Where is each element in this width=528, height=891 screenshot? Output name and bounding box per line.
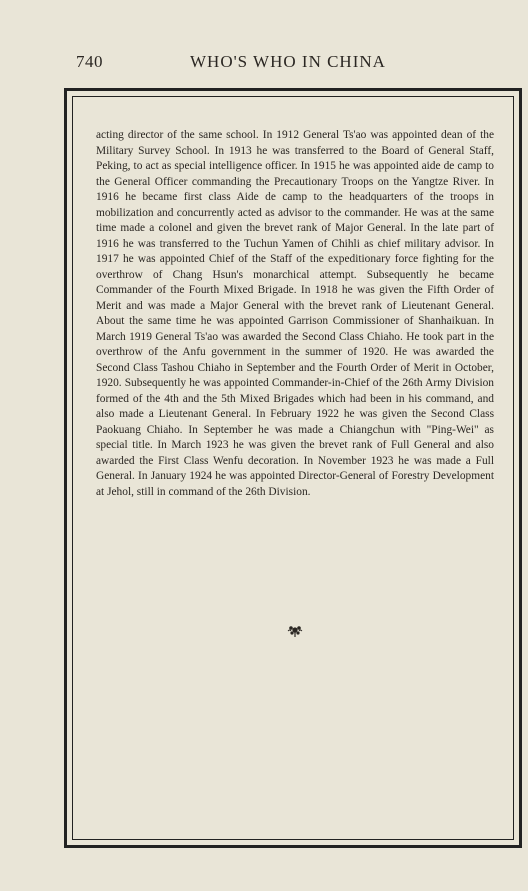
floral-ornament-icon	[286, 624, 304, 638]
biography-text: acting director of the same school. In 1912 General Ts'ao was appointed dean of the Military Survey School. In 1913 he was transferred to the Board of General Staff, Peking, to act as special intelligence officer. In 1915 he was appointed aide de camp to the General Officer commanding the Precautionary Troops on the Yangtze River. In 1916 he became first class Aide de camp to the headquarters of the troops in mobilization and concurrently acted as advisor to the commander. He was at the same time made a colonel and given the brevet rank of Major General. In the late part of 1916 he was transferred to the Tuchun Yamen of Chihli as chief military advisor. In 1917 he was appointed Chief of the Staff of the expeditionary force fighting for the overthrow of Chang Hsun's monarchical attempt. Subsequently he became Commander of the Fourth Mixed Brigade. In 1918 he was given the Fifth Order of Merit and was made a Major General with the brevet rank of Lieutenant General. About the same time he was appointed Garrison Commissioner of Shanhaikuan. In March 1919 General Ts'ao was awarded the Second Class Chiaho. He took part in the overthrow of the Anfu government in the summer of 1920. He was awarded the Second Class Tashou Chiaho in September and the Fourth Order of Merit in October, 1920. Subsequently he was appointed Commander-in-Chief of the 26th Army Division formed of the 4th and the 5th Mixed Brigades which had been in his command, and also made a Lieutenant General. In February 1922 he was given the Second Class Paokuang Chiaho. In September he was made a Chiangchun with "Ping-Wei" as special title. In March 1923 he was given the brevet rank of Full General and also awarded the First Class Wenfu decoration. In November 1923 he was made a Full General. In January 1924 he was appointed Director-General of Forestry Development at Jehol, still in command of the 26th Division.	[96, 129, 494, 498]
page-number: 740	[76, 52, 103, 71]
running-title: WHO'S WHO IN CHINA	[190, 52, 386, 71]
